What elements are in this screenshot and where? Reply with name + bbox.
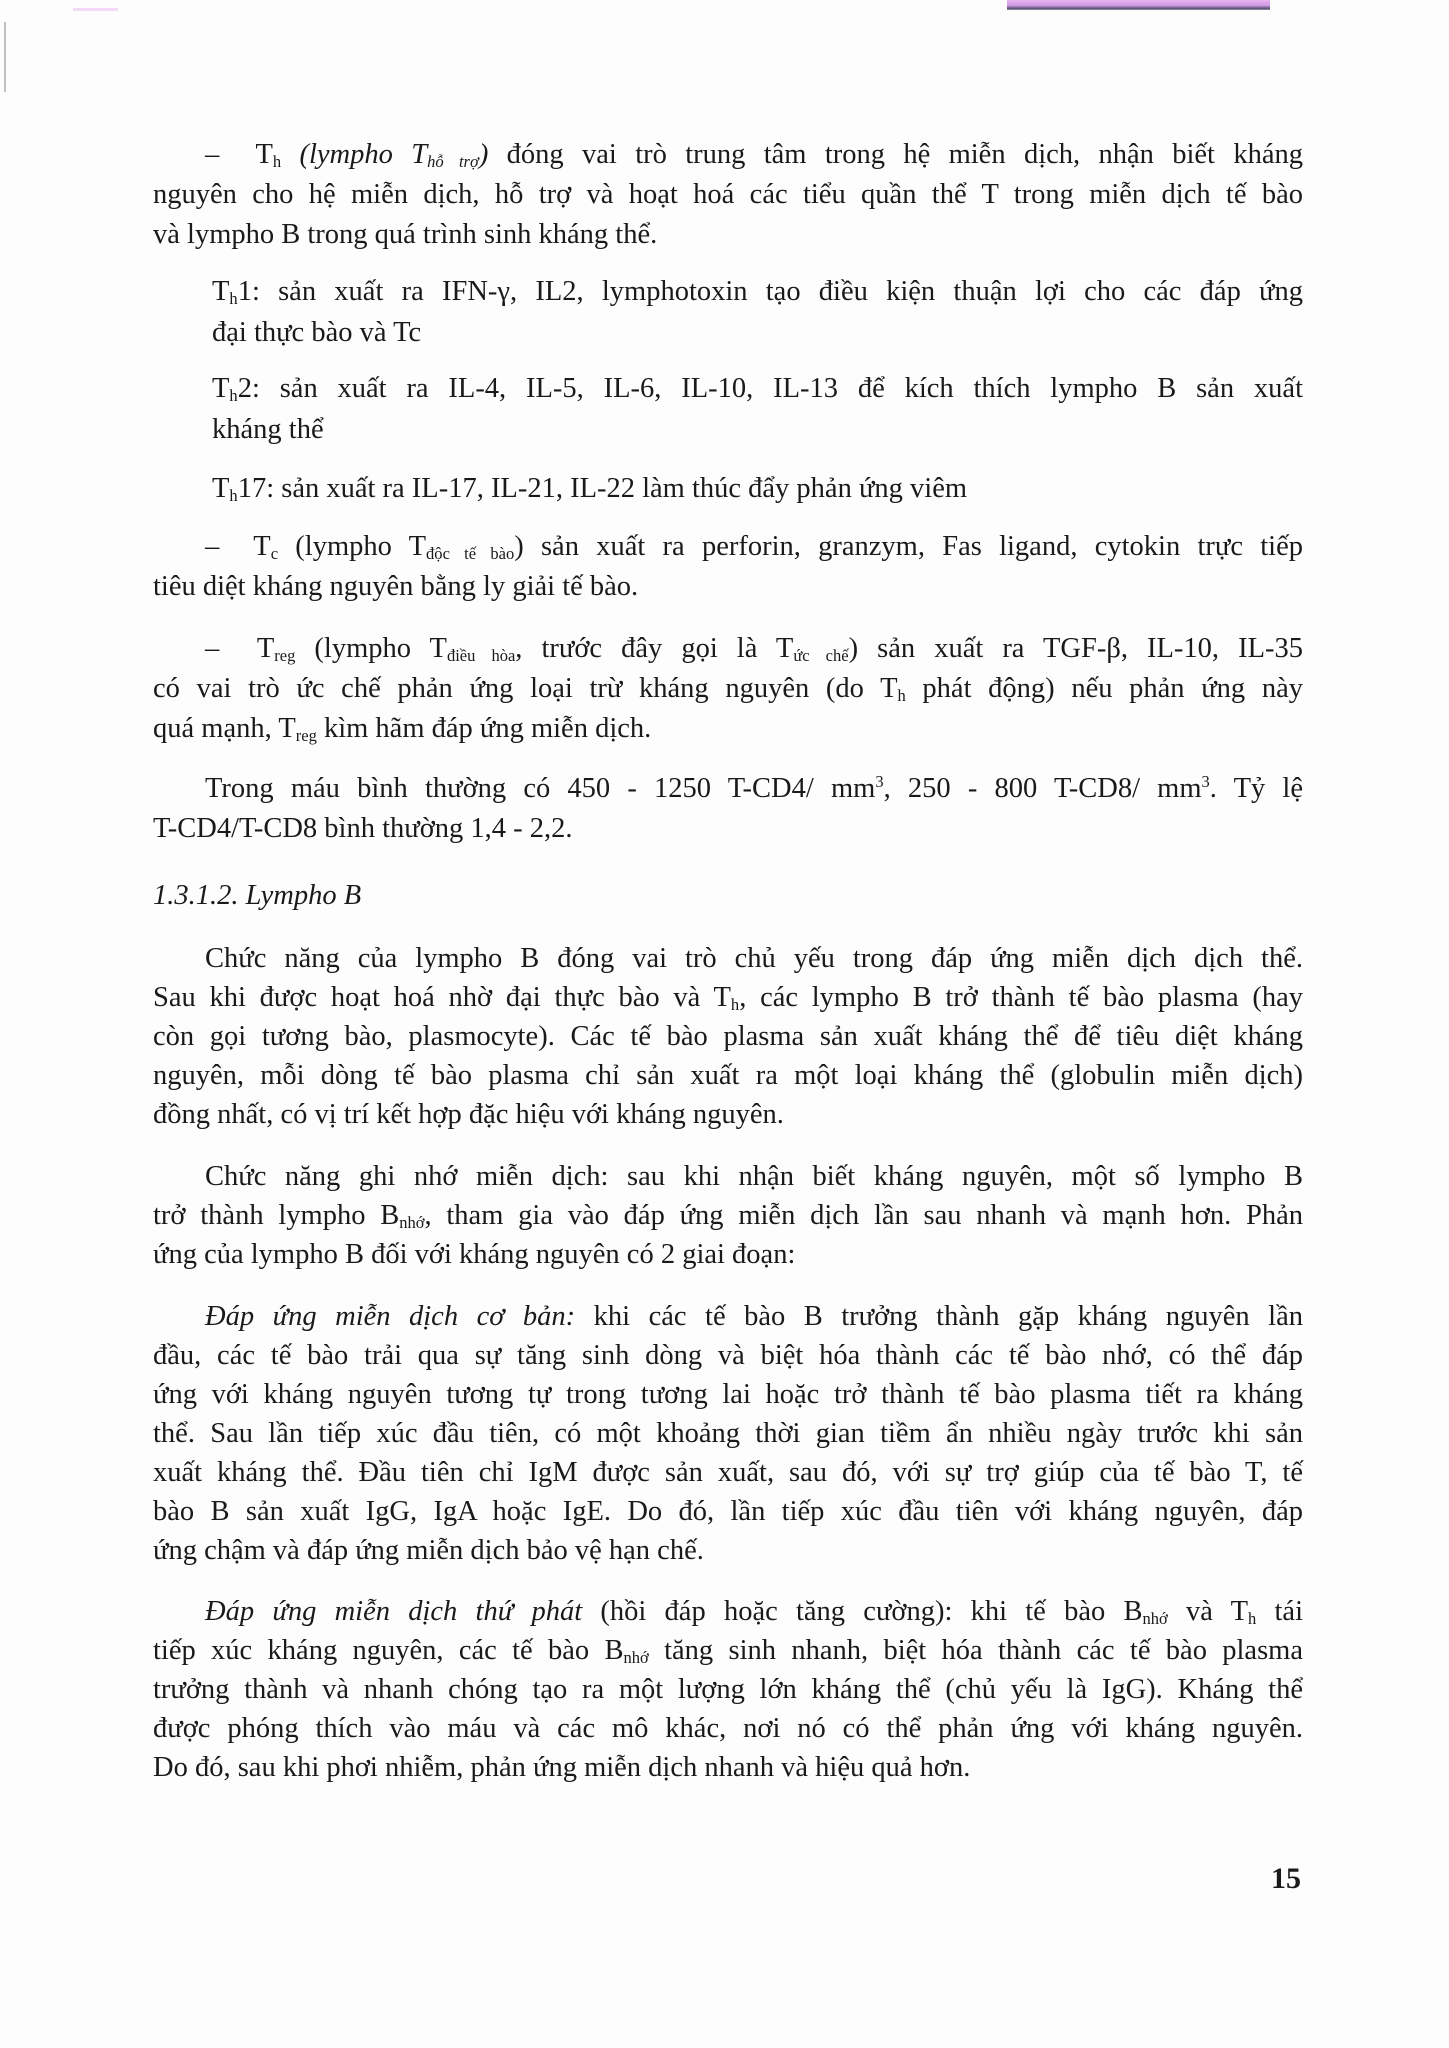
text-segment: , các lympho B trở thành tế bào plasma (hay	[739, 982, 1303, 1013]
text-segment: kháng thể	[212, 414, 324, 445]
text-segment: , tham gia vào đáp ứng miễn dịch lần sau nhanh và mạnh hơn. Phản	[424, 1200, 1303, 1231]
text-segment: T	[212, 373, 230, 404]
text-segment: ứng với kháng nguyên tương tự trong tương lai hoặc trở thành tế bào plasma tiết ra kháng	[153, 1379, 1303, 1410]
text-segment: ) sản xuất ra TGF-β, IL-10, IL-35	[848, 633, 1303, 664]
text-line	[153, 1199, 1303, 1233]
text-segment: Trong máu bình thường có 450 - 1250 T-CD4/ mm	[205, 773, 876, 804]
text-segment: trưởng thành và nhanh chóng tạo ra một lượng lớn kháng thể (chủ yếu là IgG). Kháng thể	[153, 1674, 1303, 1705]
text-line	[153, 1751, 1303, 1785]
text-segment: – T	[205, 139, 273, 170]
text-segment: tăng sinh nhanh, biệt hóa thành các tế bào plasma	[648, 1635, 1303, 1666]
italic-text: 1.3.1.2. Lympho B	[153, 880, 362, 911]
subscript-text: h	[229, 289, 238, 309]
text-line	[153, 812, 1303, 846]
subscript-text: c	[270, 544, 279, 564]
text-segment: quá mạnh, T	[153, 713, 296, 744]
scan-artifact-left-edge	[4, 22, 6, 92]
scan-artifact-mark	[73, 8, 118, 11]
text-segment: còn gọi tương bào, plasmocyte). Các tế bào plasma sản xuất kháng thể để tiêu diệt kháng	[153, 1021, 1303, 1052]
text-line	[153, 1378, 1303, 1412]
text-line	[153, 1059, 1303, 1093]
subscript-text: h	[1248, 1609, 1257, 1629]
text-line	[212, 413, 1303, 447]
subscript-text: nhớ	[399, 1213, 425, 1233]
text-line	[153, 981, 1303, 1015]
text-line	[212, 275, 1303, 309]
text-line	[153, 632, 1303, 666]
text-segment: xuất kháng thể. Đầu tiên chỉ IgM được sản xuất, sau đó, với sự trợ giúp của tế bào T, tế	[153, 1457, 1303, 1488]
text-segment: , 250 - 800 T-CD8/ mm	[883, 773, 1202, 804]
text-segment: 17: sản xuất ra IL-17, IL-21, IL-22 làm thúc đẩy phản ứng viêm	[237, 473, 968, 504]
superscript-text: 3	[1201, 772, 1210, 792]
text-segment: tiếp xúc kháng nguyên, các tế bào B	[153, 1635, 624, 1666]
text-segment: T	[212, 276, 230, 307]
text-line	[153, 1160, 1303, 1194]
text-segment: và T	[1167, 1596, 1248, 1627]
text-segment: – T	[205, 531, 271, 562]
text-segment: 1: sản xuất ra IFN-γ, IL2, lymphotoxin tạo điều kiện thuận lợi cho các đáp ứng	[237, 276, 1303, 307]
text-segment: 2: sản xuất ra IL-4, IL-5, IL-6, IL-10, IL-13 để kích thích lympho B sản xuất	[237, 373, 1303, 404]
superscript-text: 3	[875, 772, 884, 792]
text-segment: Chức năng ghi nhớ miễn dịch: sau khi nhận biết kháng nguyên, một số lympho B	[205, 1161, 1303, 1192]
text-line	[153, 218, 1303, 252]
text-segment: (hồi đáp hoặc tăng cường): khi tế bào B	[582, 1596, 1143, 1627]
subscript-text: hỗ trợ	[427, 152, 479, 172]
text-segment: kìm hãm đáp ứng miễn dịch.	[316, 713, 652, 744]
text-line	[212, 316, 1303, 350]
text-segment: ứng của lympho B đối với kháng nguyên có 2 giai đoạn:	[153, 1239, 796, 1270]
text-segment: có vai trò ức chế phản ứng loại trừ kháng nguyên (do T	[153, 673, 898, 704]
text-segment: Chức năng của lympho B đóng vai trò chủ yếu trong đáp ứng miễn dịch dịch thể.	[205, 943, 1303, 974]
text-line	[212, 472, 1303, 506]
text-segment: ) sản xuất ra perforin, granzym, Fas ligand, cytokin trực tiếp	[514, 531, 1303, 562]
subscript-text: độc tế bào	[426, 544, 515, 564]
page-number: 15	[1271, 1862, 1301, 1895]
text-line	[153, 1300, 1303, 1334]
text-line	[153, 570, 1303, 604]
text-segment: T	[212, 473, 230, 504]
text-segment: . Tỷ lệ	[1209, 773, 1304, 804]
text-segment: trở thành lympho B	[153, 1200, 400, 1231]
text-line	[153, 1417, 1303, 1451]
text-segment: tái	[1256, 1596, 1303, 1627]
subscript-text: h	[229, 486, 238, 506]
text-line	[153, 1495, 1303, 1529]
subscript-text: ức chế	[793, 646, 849, 666]
text-segment: Do đó, sau khi phơi nhiễm, phản ứng miễn dịch nhanh và hiệu quả hơn.	[153, 1752, 971, 1783]
text-line	[153, 1634, 1303, 1668]
italic-text: )	[478, 139, 489, 170]
text-segment: T-CD4/T-CD8 bình thường 1,4 - 2,2.	[153, 813, 573, 844]
italic-text: (lympho T	[299, 139, 428, 170]
text-segment: được phóng thích vào máu và các mô khác, nơi nó có thể phản ứng với kháng nguyên.	[153, 1713, 1303, 1744]
text-segment: – T	[205, 633, 275, 664]
text-line	[153, 712, 1303, 746]
italic-text: Đáp ứng miễn dịch cơ bản:	[205, 1301, 576, 1332]
text-segment: đại thực bào và Tc	[212, 317, 422, 348]
subscript-text: điều hòa	[446, 646, 516, 666]
text-line	[153, 1595, 1303, 1629]
text-line	[153, 772, 1303, 806]
text-line	[153, 879, 1303, 913]
subscript-text: nhớ	[1142, 1609, 1168, 1629]
text-segment: tiêu diệt kháng nguyên bằng ly giải tế bào.	[153, 571, 639, 602]
text-line	[153, 1712, 1303, 1746]
text-segment: thể. Sau lần tiếp xúc đầu tiên, có một khoảng thời gian tiềm ẩn nhiều ngày trước khi sản	[153, 1418, 1303, 1449]
text-segment: đồng nhất, có vị trí kết hợp đặc hiệu với kháng nguyên.	[153, 1099, 784, 1130]
text-line	[153, 1673, 1303, 1707]
subscript-text: h	[897, 686, 906, 706]
text-segment: , trước đây gọi là T	[515, 633, 794, 664]
text-line	[153, 178, 1303, 212]
text-line	[153, 138, 1303, 172]
subscript-text: nhớ	[623, 1648, 649, 1668]
text-segment: Sau khi được hoạt hoá nhờ đại thực bào và T	[153, 982, 731, 1013]
subscript-text: h	[730, 995, 740, 1015]
italic-text: Đáp ứng miễn dịch thứ phát	[205, 1596, 583, 1627]
text-segment: và lympho B trong quá trình sinh kháng thể.	[153, 219, 658, 250]
subscript-text: h	[272, 152, 282, 172]
text-segment: nguyên cho hệ miễn dịch, hỗ trợ và hoạt hoá các tiểu quần thể T trong miễn dịch tế bào	[153, 179, 1303, 210]
text-segment: đầu, các tế bào trải qua sự tăng sinh dòng và biệt hóa thành các tế bào nhớ, có thể đáp	[153, 1340, 1303, 1371]
text-line	[153, 672, 1303, 706]
subscript-text: reg	[295, 726, 317, 746]
text-line	[153, 1339, 1303, 1373]
text-line	[212, 372, 1303, 406]
text-line	[153, 1098, 1303, 1132]
text-line	[153, 1238, 1303, 1272]
subscript-text: h	[229, 386, 238, 406]
scan-artifact-top-bar	[1007, 0, 1270, 10]
text-segment: (lympho T	[295, 633, 447, 664]
text-line	[153, 1534, 1303, 1568]
text-line	[153, 530, 1303, 564]
text-line	[153, 1456, 1303, 1490]
text-segment: nguyên, mỗi dòng tế bào plasma chỉ sản xuất ra một loại kháng thể (globulin miễn dịch)	[153, 1060, 1303, 1091]
text-segment: đóng vai trò trung tâm trong hệ miễn dịch, nhận biết kháng	[488, 139, 1303, 170]
text-segment: (lympho T	[278, 531, 427, 562]
text-segment: ứng chậm và đáp ứng miễn dịch bảo vệ hạn chế.	[153, 1535, 704, 1566]
text-line	[153, 942, 1303, 976]
subscript-text: reg	[274, 646, 296, 666]
text-segment	[281, 139, 299, 170]
text-line	[153, 1020, 1303, 1054]
text-segment: bào B sản xuất IgG, IgA hoặc IgE. Do đó, lần tiếp xúc đầu tiên với kháng nguyên, đáp	[153, 1496, 1303, 1527]
text-segment: phát động) nếu phản ứng này	[905, 673, 1303, 704]
text-segment: khi các tế bào B trưởng thành gặp kháng nguyên lần	[575, 1301, 1303, 1332]
